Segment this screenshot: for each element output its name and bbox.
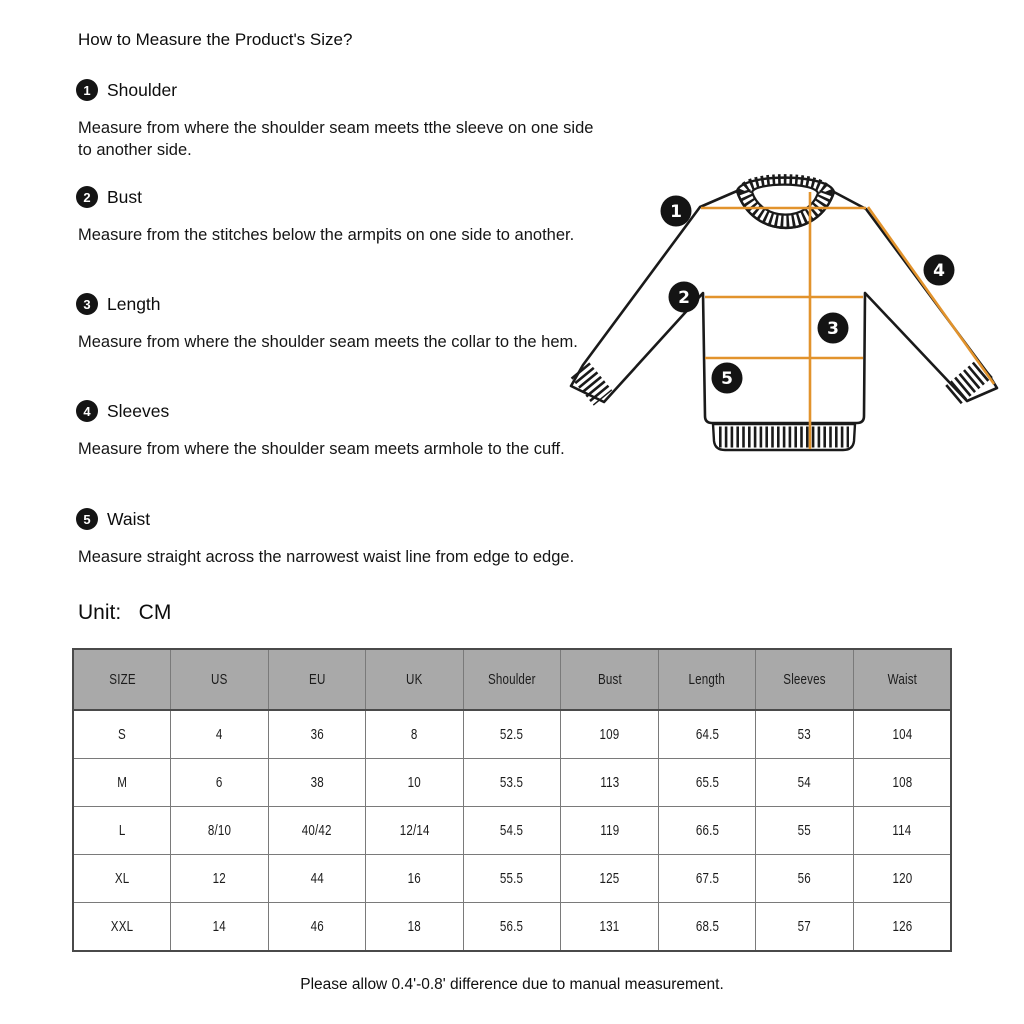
table-cell: 120	[853, 855, 951, 903]
table-cell: 55.5	[463, 855, 561, 903]
table-cell: 68.5	[658, 903, 756, 952]
table-cell: 8	[366, 710, 464, 759]
size-table-body	[73, 710, 951, 951]
marker-2-label: 2	[678, 288, 690, 308]
table-cell: 108	[853, 759, 951, 807]
table-cell: 54	[756, 759, 854, 807]
table-cell: XXL	[73, 903, 171, 952]
step-1-badge: 1	[76, 79, 98, 101]
table-cell: 126	[853, 903, 951, 952]
instruction-label: Waist	[107, 508, 151, 529]
table-cell: 40/42	[268, 807, 366, 855]
instruction-heading-sleeves	[76, 400, 169, 422]
instruction-desc-waist: Measure straight across the narrowest waist line from edge to edge.	[78, 548, 575, 566]
table-cell: 54.5	[463, 807, 561, 855]
table-row	[73, 903, 951, 952]
table-cell: 52.5	[463, 710, 561, 759]
size-table-header-cell: US	[171, 649, 269, 710]
size-table-container	[72, 648, 952, 952]
table-cell: 10	[366, 759, 464, 807]
table-row	[73, 710, 951, 759]
instruction-heading-shoulder	[76, 79, 177, 101]
table-cell: 109	[561, 710, 659, 759]
table-cell: 104	[853, 710, 951, 759]
table-cell: 38	[268, 759, 366, 807]
instruction-label: Bust	[107, 186, 143, 207]
step-2-badge: 2	[76, 186, 98, 208]
table-cell: 14	[171, 903, 269, 952]
instruction-label: Length	[107, 293, 161, 314]
size-table-header-cell: Sleeves	[756, 649, 854, 710]
sweater-diagram	[553, 160, 1015, 480]
size-table-header-cell: Shoulder	[463, 649, 561, 710]
table-cell: 44	[268, 855, 366, 903]
table-cell: 4	[171, 710, 269, 759]
table-cell: 53	[756, 710, 854, 759]
table-cell: 8/10	[171, 807, 269, 855]
instruction-heading-waist	[76, 508, 150, 530]
table-cell: L	[73, 807, 171, 855]
table-cell: 114	[853, 807, 951, 855]
instruction-desc-shoulder: Measure from where the shoulder seam meets tthe sleeve on one side to another side.	[78, 119, 594, 159]
table-cell: 16	[366, 855, 464, 903]
marker-4-label: 4	[933, 261, 945, 281]
table-cell: 56.5	[463, 903, 561, 952]
marker-1-label: 1	[670, 202, 682, 222]
size-table-header-cell: SIZE	[73, 649, 171, 710]
instruction-heading-length	[76, 293, 161, 315]
unit-label: Unit: CM	[78, 601, 172, 624]
table-cell: 119	[561, 807, 659, 855]
table-cell: 46	[268, 903, 366, 952]
size-table-header-cell: Waist	[853, 649, 951, 710]
instruction-desc-sleeves: Measure from where the shoulder seam meets armhole to the cuff.	[78, 440, 565, 458]
size-table-header-row	[73, 649, 951, 710]
instruction-label: Shoulder	[107, 79, 178, 100]
table-row	[73, 807, 951, 855]
size-table	[72, 648, 952, 952]
table-cell: 6	[171, 759, 269, 807]
step-5-badge: 5	[76, 508, 98, 530]
table-cell: 18	[366, 903, 464, 952]
table-cell: 56	[756, 855, 854, 903]
instruction-heading-bust	[76, 186, 142, 208]
table-cell: 64.5	[658, 710, 756, 759]
table-cell: 12	[171, 855, 269, 903]
size-table-header-cell: Length	[658, 649, 756, 710]
sweater-illustration	[553, 160, 1015, 480]
table-cell: 53.5	[463, 759, 561, 807]
marker-5-label: 5	[721, 369, 733, 389]
table-cell: 113	[561, 759, 659, 807]
table-cell: 125	[561, 855, 659, 903]
table-row	[73, 759, 951, 807]
table-cell: 12/14	[366, 807, 464, 855]
page-title: How to Measure the Product's Size?	[78, 30, 353, 49]
table-cell: 67.5	[658, 855, 756, 903]
table-cell: 57	[756, 903, 854, 952]
table-cell: 55	[756, 807, 854, 855]
table-cell: XL	[73, 855, 171, 903]
table-cell: 66.5	[658, 807, 756, 855]
instruction-desc-length: Measure from where the shoulder seam meets the collar to the hem.	[78, 333, 578, 351]
footer-note: Please allow 0.4'-0.8' difference due to manual measurement.	[300, 976, 724, 993]
size-table-header-cell: EU	[268, 649, 366, 710]
step-3-badge: 3	[76, 293, 98, 315]
instruction-desc-bust: Measure from the stitches below the armpits on one side to another.	[78, 226, 575, 244]
marker-3-label: 3	[827, 319, 839, 339]
table-row	[73, 855, 951, 903]
table-cell: 36	[268, 710, 366, 759]
table-cell: 65.5	[658, 759, 756, 807]
table-cell: S	[73, 710, 171, 759]
size-table-header-cell: UK	[366, 649, 464, 710]
step-4-badge: 4	[76, 400, 98, 422]
table-cell: 131	[561, 903, 659, 952]
table-cell: M	[73, 759, 171, 807]
instruction-label: Sleeves	[107, 400, 170, 421]
size-table-header-cell: Bust	[561, 649, 659, 710]
